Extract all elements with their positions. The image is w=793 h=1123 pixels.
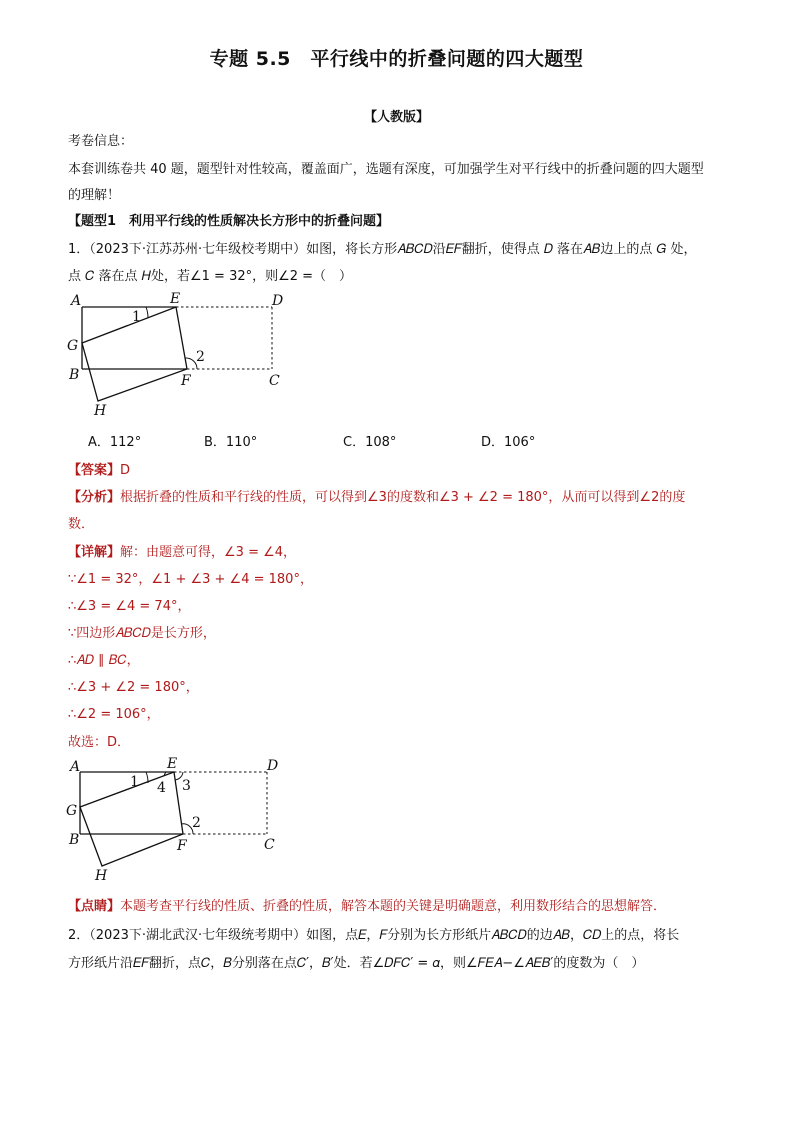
fig1-label-f: F — [181, 373, 191, 389]
detail-step-1: ∵∠1 = 32°，∠1 + ∠3 + ∠4 = 180°， — [68, 572, 313, 587]
fig2-angle-2: 2 — [192, 815, 201, 831]
comment-line — [68, 895, 666, 914]
option-a: A．112° — [88, 435, 142, 450]
fig2-angle-3: 3 — [182, 778, 191, 794]
figure-2-folded-rectangle — [56, 752, 296, 884]
detail-step-4: ∴𝐴𝐷 ∥ 𝐵𝐶， — [68, 653, 140, 668]
comment-text: 本题考查平行线的性质、折叠的性质，解答本题的关键是明确题意，利用数形结合的思想解答． — [120, 899, 667, 914]
comment-tag: 【点睛】 — [68, 899, 121, 914]
question-2-line-2: 方形纸片沿𝐸𝐹翻折，点𝐶，𝐵分别落在点𝐶′，𝐵′处．若∠𝐷𝐹𝐶′ = 𝛼，则∠𝐹𝐸𝐴−∠𝐴𝐸𝐵′的度数为（ ） — [68, 956, 645, 971]
answer-line — [68, 459, 130, 478]
fig2-label-a: A — [70, 759, 81, 775]
section-heading-1: 【题型1 利用平行线的性质解决长方形中的折叠问题】 — [68, 214, 390, 229]
page-title: 专题 5.5 平行线中的折叠问题的四大题型 — [209, 48, 584, 70]
option-d: D．106° — [481, 435, 536, 450]
detail-step-5: ∴∠3 + ∠2 = 180°， — [68, 680, 199, 695]
fig2-label-f: F — [177, 838, 187, 854]
answer-text: D — [120, 463, 131, 478]
fig1-label-e: E — [170, 291, 181, 307]
fig1-label-b: B — [69, 367, 80, 383]
fig2-label-c: C — [264, 837, 275, 853]
detail-text: 解：由题意可得，∠3 = ∠4， — [120, 545, 297, 560]
detail-choose: 故选：D． — [68, 735, 131, 750]
analysis-line-2: 数． — [68, 517, 95, 532]
fig1-label-h: H — [94, 403, 107, 419]
fig1-label-g: G — [67, 338, 79, 354]
fig1-angle-2: 2 — [196, 349, 205, 365]
intro-line-2: 的理解！ — [68, 188, 121, 203]
fig2-angle-1: 1 — [130, 774, 139, 790]
analysis-line-1 — [68, 486, 685, 505]
question-1-line-2: 点 𝐶 落在点 𝐻处，若∠1 = 32°，则∠2 =（ ） — [68, 269, 353, 284]
fig1-label-d: D — [272, 293, 284, 309]
option-b: B．110° — [204, 435, 258, 450]
analysis-text: 根据折叠的性质和平行线的性质，可以得到∠3的度数和∠3 + ∠2 = 180°，从而可以得到∠2的度 — [120, 490, 686, 505]
question-1-line-1: 1．（2023下·江苏苏州·七年级校考期中）如图，将长方形𝐴𝐵𝐶𝐷沿𝐸𝐹翻折，使得点 𝐷 落在𝐴𝐵边上的点 𝐺 处， — [68, 242, 697, 257]
detail-line-1 — [68, 541, 296, 560]
question-2-line-1: 2．（2023下·湖北武汉·七年级统考期中）如图，点𝐸，𝐹分别为长方形纸片𝐴𝐵𝐶𝐷的边𝐴𝐵，𝐶𝐷上的点，将长 — [68, 928, 680, 943]
edition-label: 【人教版】 — [363, 110, 429, 125]
option-c: C．108° — [343, 435, 397, 450]
answer-tag: 【答案】 — [68, 463, 121, 478]
detail-step-2: ∴∠3 = ∠4 = 74°， — [68, 599, 191, 614]
fig2-angle-4: 4 — [157, 780, 166, 796]
figure-1-folded-rectangle — [60, 288, 300, 420]
fig1-label-a: A — [71, 293, 82, 309]
fig2-label-e: E — [167, 756, 178, 772]
fig2-label-g: G — [66, 803, 78, 819]
detail-tag: 【详解】 — [68, 545, 121, 560]
fig1-label-c: C — [269, 373, 280, 389]
detail-step-6: ∴∠2 = 106°， — [68, 707, 160, 722]
info-heading: 考卷信息： — [68, 134, 134, 149]
intro-line-1: 本套训练卷共 40 题，题型针对性较高，覆盖面广，选题有深度，可加强学生对平行线中的折叠问题的四大题型 — [68, 162, 704, 177]
fig2-label-d: D — [267, 758, 279, 774]
detail-step-3: ∵四边形𝐴𝐵𝐶𝐷是长方形， — [68, 626, 216, 641]
fig1-angle-1: 1 — [132, 309, 141, 325]
fig2-label-b: B — [69, 832, 80, 848]
analysis-tag: 【分析】 — [68, 490, 121, 505]
fig2-label-h: H — [95, 868, 108, 884]
